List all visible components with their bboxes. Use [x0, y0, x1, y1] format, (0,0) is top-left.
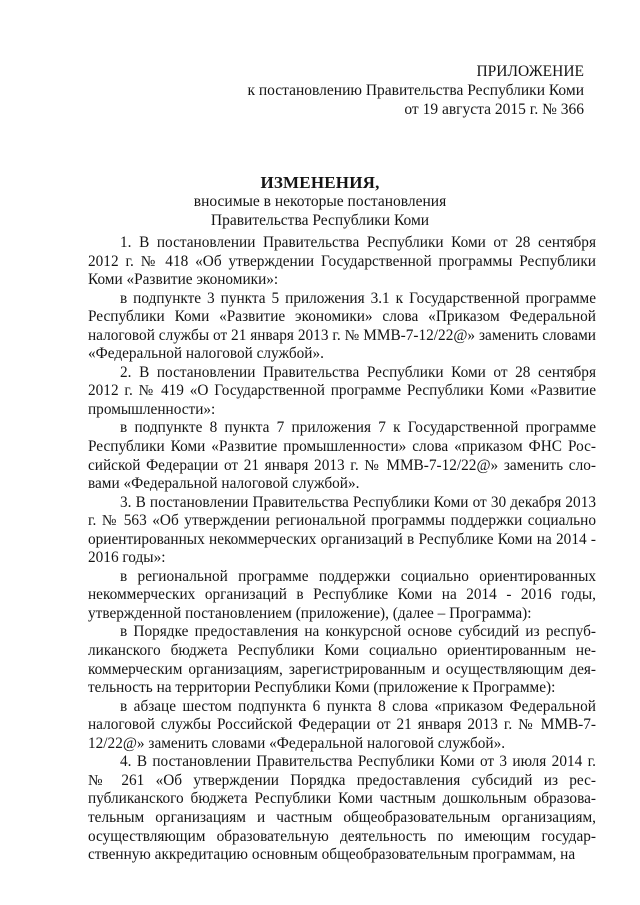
paragraph-4: в подпункте 8 пункта 7 приложения 7 к Государственной программе Республики Коми «Развитие промышленности» слова «приказом ФНС Российской Федерации от 21 января 2013 г. № ММВ-7-12/22@» заменить словами «Федеральной налоговой службой».: [88, 419, 596, 493]
document-title: ИЗМЕНЕНИЯ,: [260, 173, 380, 192]
paragraph-8: в абзаце шестом подпункта 6 пункта 8 слова «приказом Федеральной налоговой службы Российской Федерации от 21 января 2013 г. № ММВ-7-12/22@» заменить словами «Федеральной налоговой службой».: [88, 697, 596, 752]
appendix-date-line: от 19 августа 2015 г. № 366: [404, 101, 584, 118]
document-body: [88, 234, 596, 865]
document-subtitle-line1: вносимые в некоторые постановления: [193, 193, 447, 210]
appendix-heading: ПРИЛОЖЕНИЕ: [476, 63, 584, 80]
appendix-header: [247, 62, 584, 119]
paragraph-9: 4. В постановлении Правительства Республики Коми от 3 июля 2014 г. № 261 «Об утверждении Порядка предоставления субсидий из республиканского бюджета Республики Коми частным дошкольным образовательным организациям и частным общеобразовательным организациям, осуществляющим образовательную деятельность по имеющим государственную аккредитацию основным общеобразовательным программам, на: [88, 753, 596, 864]
appendix-resolution-line: к постановлению Правительства Республики Коми: [247, 82, 584, 99]
paragraph-3: 2. В постановлении Правительства Республики Коми от 28 сентября 2012 г. № 419 «О Государственной программе Республики Коми «Развитие промышленности»:: [88, 363, 596, 418]
paragraph-2: в подпункте 3 пункта 5 приложения 3.1 к Государственной программе Республики Коми «Развитие экономики» слова «Приказом Федеральной налоговой службы от 21 января 2013 г. № ММВ-7-12/22@» заменить словами «Федеральной налоговой службой».: [88, 289, 596, 363]
document-subtitle-line2: Правительства Республики Коми: [210, 211, 430, 229]
paragraph-1: 1. В постановлении Правительства Республики Коми от 28 сентября 2012 г. № 418 «Об утверждении Государственной программы Республики Коми «Развитие экономики»:: [88, 234, 596, 289]
paragraph-6: в региональной программе поддержки социально ориентированных некоммерческих организаций в Республике Коми на 2014 - 2016 годы, утвержденной постановлением (приложение), (далее – Программа):: [88, 567, 596, 622]
paragraph-5: 3. В постановлении Правительства Республики Коми от 30 декабря 2013 г. № 563 «Об утверждении региональной программы поддержки социально ориентированных некоммерческих организаций в Республике Коми на 2014 - 2016 годы»:: [88, 493, 596, 567]
document-title-block: [0, 172, 640, 230]
paragraph-7: в Порядке предоставления на конкурсной основе субсидий из республиканского бюджета Республики Коми социально ориентированным некоммерческим организациям, зарегистрированным и осуществляющим деятельность на территории Республики Коми (приложение к Программе):: [88, 623, 596, 697]
